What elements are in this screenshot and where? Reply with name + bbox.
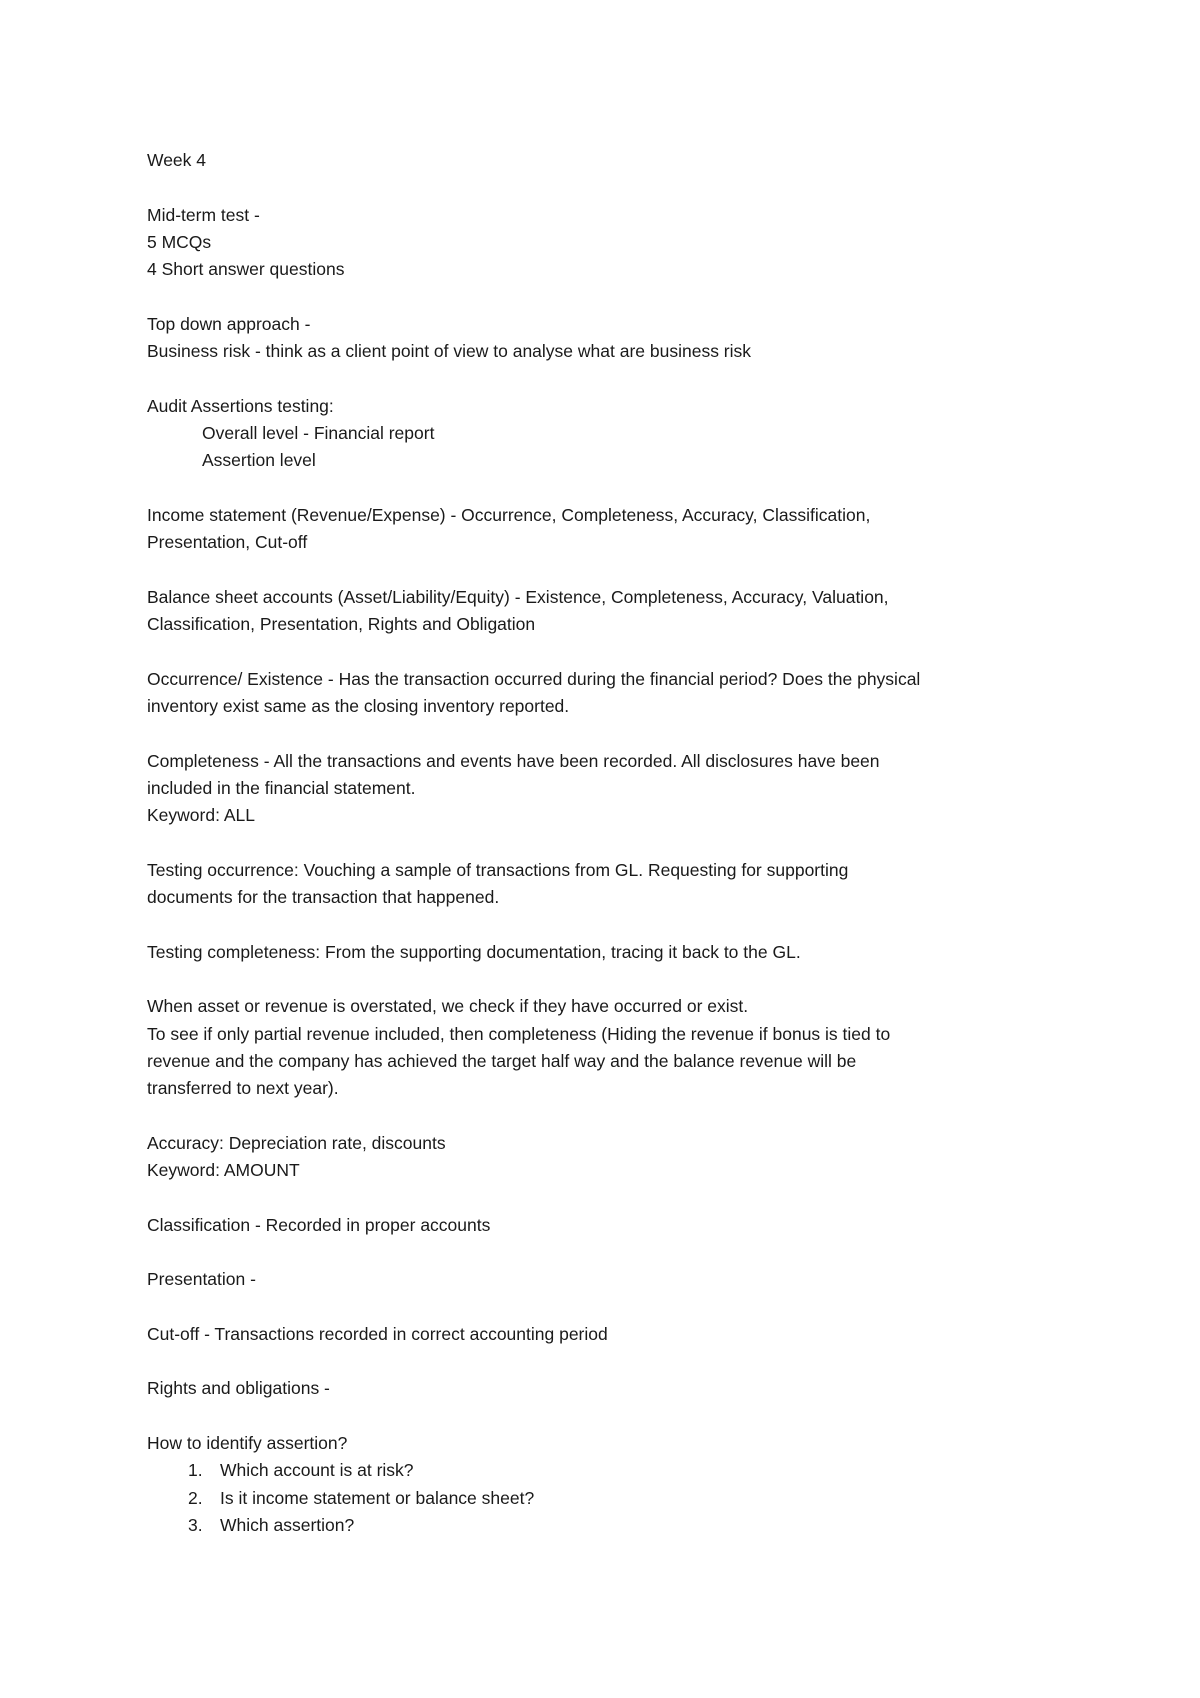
spacer xyxy=(147,638,1067,665)
spacer xyxy=(147,475,1067,502)
midterm-short-answers: 4 Short answer questions xyxy=(147,259,345,280)
top-down-heading: Top down approach - xyxy=(147,313,311,334)
spacer xyxy=(147,720,1067,747)
identify-list xyxy=(147,1457,1067,1539)
balance-sheet-line2: Classification, Presentation, Rights and Obligation xyxy=(147,614,536,635)
week-heading: Week 4 xyxy=(147,150,207,170)
list-item-text: Which assertion? xyxy=(220,1514,355,1535)
spacer xyxy=(147,911,1067,938)
document-body xyxy=(147,147,1067,1539)
overstated-line3: revenue and the company has achieved the target half way and the balance revenue will be xyxy=(147,1050,857,1071)
spacer xyxy=(147,1239,1067,1266)
list-item-number: 1. xyxy=(188,1460,203,1481)
spacer xyxy=(147,556,1067,583)
overstated-line4: transferred to next year). xyxy=(147,1078,339,1099)
spacer xyxy=(147,1102,1067,1129)
completeness-keyword: Keyword: ALL xyxy=(147,805,255,826)
balance-sheet-line1: Balance sheet accounts (Asset/Liability/Equity) - Existence, Completeness, Accuracy, Valuation, xyxy=(147,586,889,607)
list-item xyxy=(147,1457,1067,1484)
overstated-line2: To see if only partial revenue included, then completeness (Hiding the revenue if bonus is tied to xyxy=(147,1023,891,1044)
presentation-text: Presentation - xyxy=(147,1269,256,1290)
spacer xyxy=(147,829,1067,856)
list-item xyxy=(147,1512,1067,1539)
midterm-heading: Mid-term test - xyxy=(147,204,260,225)
midterm-mcqs: 5 MCQs xyxy=(147,231,212,252)
spacer xyxy=(147,1293,1067,1320)
spacer xyxy=(147,1403,1067,1430)
spacer xyxy=(147,1348,1067,1375)
list-item-number: 3. xyxy=(188,1514,203,1535)
assertion-level-text: Assertion level xyxy=(202,450,316,471)
income-statement-line1: Income statement (Revenue/Expense) - Occurrence, Completeness, Accuracy, Classification, xyxy=(147,504,871,525)
completeness-line1: Completeness - All the transactions and events have been recorded. All disclosures have been xyxy=(147,750,880,771)
identify-heading: How to identify assertion? xyxy=(147,1432,348,1453)
audit-assertions-heading: Audit Assertions testing: xyxy=(147,395,334,416)
occurrence-line2: inventory exist same as the closing inventory reported. xyxy=(147,695,570,716)
completeness-line2: included in the financial statement. xyxy=(147,777,416,798)
business-risk-text: Business risk - think as a client point of view to analyse what are business risk xyxy=(147,341,752,362)
spacer xyxy=(147,1184,1067,1211)
occurrence-line1: Occurrence/ Existence - Has the transaction occurred during the financial period? Does the physical xyxy=(147,668,921,689)
testing-completeness-text: Testing completeness: From the supporting documentation, tracing it back to the GL. xyxy=(147,941,801,962)
accuracy-keyword: Keyword: AMOUNT xyxy=(147,1159,300,1180)
testing-occurrence-line2: documents for the transaction that happened. xyxy=(147,887,500,908)
list-item xyxy=(147,1485,1067,1512)
classification-text: Classification - Recorded in proper accounts xyxy=(147,1214,491,1235)
rights-obligations-text: Rights and obligations - xyxy=(147,1378,330,1399)
overstated-line1: When asset or revenue is overstated, we check if they have occurred or exist. xyxy=(147,996,749,1017)
list-item-text: Is it income statement or balance sheet? xyxy=(220,1487,535,1508)
spacer xyxy=(147,365,1067,392)
spacer xyxy=(147,174,1067,201)
cutoff-text: Cut-off - Transactions recorded in correct accounting period xyxy=(147,1323,608,1344)
accuracy-line1: Accuracy: Depreciation rate, discounts xyxy=(147,1132,446,1153)
overall-level-text: Overall level - Financial report xyxy=(202,422,435,443)
testing-occurrence-line1: Testing occurrence: Vouching a sample of transactions from GL. Requesting for supporting xyxy=(147,859,849,880)
spacer xyxy=(147,966,1067,993)
income-statement-line2: Presentation, Cut-off xyxy=(147,532,308,553)
list-item-number: 2. xyxy=(188,1487,203,1508)
spacer xyxy=(147,283,1067,310)
list-item-text: Which account is at risk? xyxy=(220,1460,414,1481)
